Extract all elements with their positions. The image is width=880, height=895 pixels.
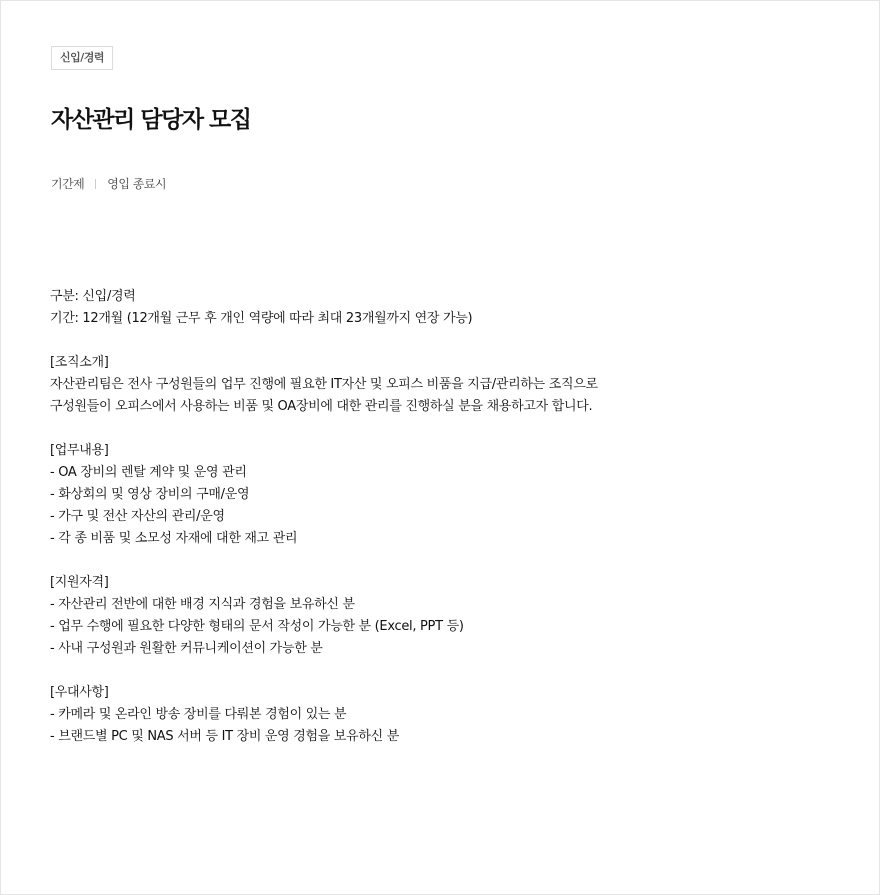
meta-divider <box>95 179 96 189</box>
job-title: 자산관리 담당자 모집 <box>51 107 251 133</box>
qualification-item: - 사내 구성원과 원활한 커뮤니케이션이 가능한 분 <box>50 641 323 656</box>
duty-item: - 가구 및 전산 자산의 관리/운영 <box>50 509 225 524</box>
spacer <box>50 550 850 572</box>
spacer <box>50 418 850 440</box>
deadline: 영입 종료시 <box>107 177 167 191</box>
spacer <box>50 660 850 682</box>
job-meta <box>51 176 166 192</box>
career-level-badge: 신입/경력 <box>51 46 113 70</box>
spacer <box>50 330 850 352</box>
qualification-item: - 자산관리 전반에 대한 배경 지식과 경험을 보유하신 분 <box>50 597 355 612</box>
section-heading-duties: [업무내용] <box>50 443 109 458</box>
preference-item: - 브랜드별 PC 및 NAS 서버 등 IT 장비 운영 경험을 보유하신 분 <box>50 729 400 744</box>
section-heading-qualifications: [지원자격] <box>50 575 109 590</box>
duty-item: - 각 종 비품 및 소모성 자재에 대한 재고 관리 <box>50 531 298 546</box>
duty-item: - 화상회의 및 영상 장비의 구매/운영 <box>50 487 250 502</box>
section-heading-preferences: [우대사항] <box>50 685 109 700</box>
job-header <box>51 46 113 70</box>
duty-item: - OA 장비의 렌탈 계약 및 운영 관리 <box>50 465 247 480</box>
preference-item: - 카메라 및 온라인 방송 장비를 다뤄본 경험이 있는 분 <box>50 707 347 722</box>
section-heading-organization: [조직소개] <box>50 355 109 370</box>
summary-line: 구분: 신입/경력 <box>50 289 136 304</box>
employment-type: 기간제 <box>51 177 85 191</box>
job-description <box>50 286 850 748</box>
organization-text: 자산관리팀은 전사 구성원들의 업무 진행에 필요한 IT자산 및 오피스 비품을 지급/관리하는 조직으로 <box>50 377 598 392</box>
organization-text: 구성원들이 오피스에서 사용하는 비품 및 OA장비에 대한 관리를 진행하실 분을 채용하고자 합니다. <box>50 399 593 414</box>
qualification-item: - 업무 수행에 필요한 다양한 형태의 문서 작성이 가능한 분 (Excel, PPT 등) <box>50 619 464 634</box>
summary-line: 기간: 12개월 (12개월 근무 후 개인 역량에 따라 최대 23개월까지 연장 가능) <box>50 311 473 326</box>
